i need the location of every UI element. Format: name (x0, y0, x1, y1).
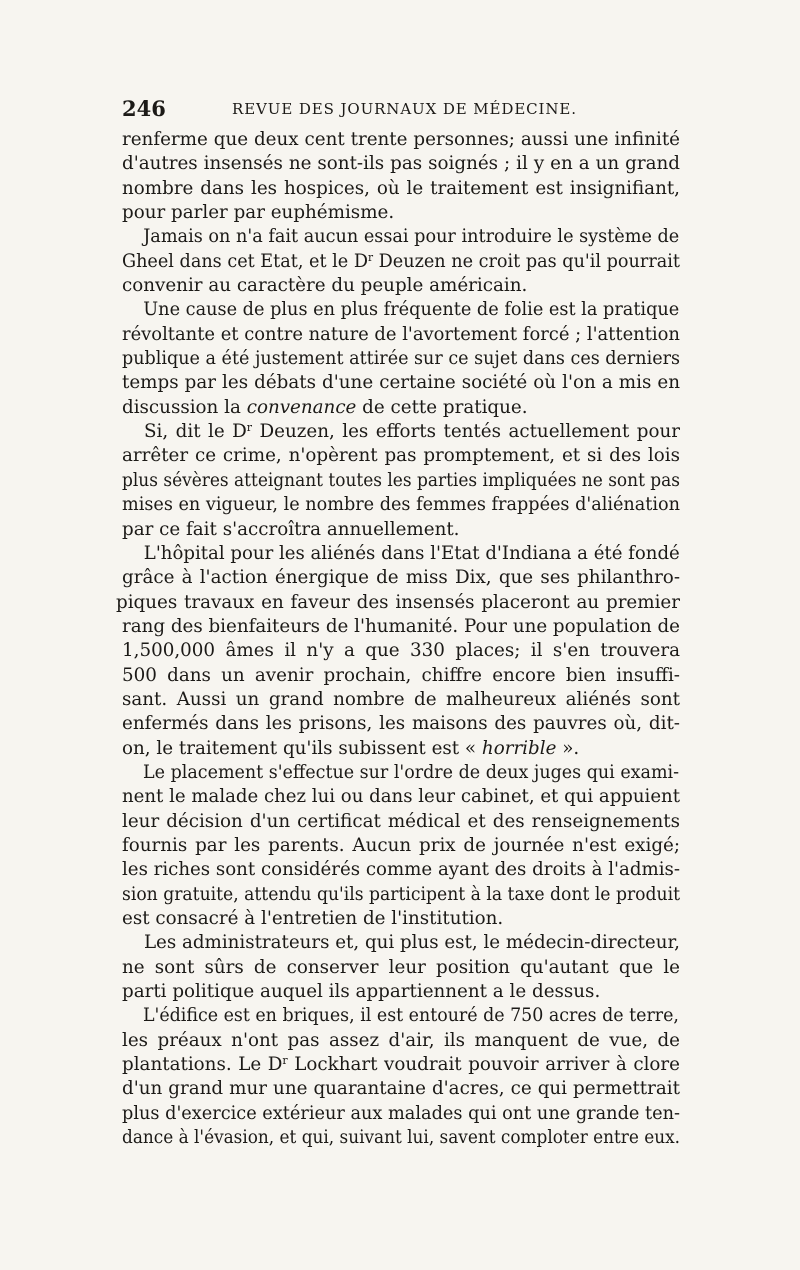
text-line (122, 250, 680, 274)
text-line: 1,500,000 âmes il n'y a que 330 places; il s'en trouvera (122, 640, 680, 662)
text-line: 500 dans un avenir prochain, chiffre encore bien insuffi- (122, 664, 680, 686)
text-line: Jamais on n'a fait aucun essai pour introduire le système de (143, 226, 680, 248)
text-line (122, 737, 680, 761)
text-line: L'édifice est en briques, il est entouré de 750 acres de terre, (142, 1005, 679, 1027)
text-line: plus sévères atteignant toutes les parties impliquées ne sont pas (122, 469, 681, 491)
running-title: REVUE DES JOURNAUX DE MÉDECINE. (232, 100, 577, 118)
text-fragment: Gheel dans cet Etat, et le D (122, 250, 368, 272)
text-line: convenir au caractère du peuple américain. (122, 275, 528, 297)
superscript: r (367, 250, 374, 264)
text-line: Le placement s'effectue sur l'ordre de deux juges qui exami- (143, 761, 680, 783)
italic-term: horrible (481, 737, 557, 759)
page-number: 246 (122, 96, 166, 121)
text-line: parti politique auquel ils appartiennent a le dessus. (122, 981, 601, 1003)
text-line: temps par les débats d'une certaine société où l'on a mis en (122, 372, 680, 394)
text-line: pour parler par euphémisme. (122, 202, 395, 224)
text-line: ne sont sûrs de conserver leur position qu'autant que le (122, 956, 680, 978)
text-line: grâce à l'action énergique de miss Dix, que ses philanthro- (122, 567, 680, 589)
text-line: par ce fait s'accroîtra annuellement. (122, 518, 460, 540)
text-line (122, 396, 680, 420)
text-line: publique a été justement attirée sur ce sujet dans ces derniers (122, 348, 681, 370)
text-fragment: Deuzen, les efforts tentés actuellement pour (252, 421, 680, 443)
text-line: L'hôpital pour les aliénés dans l'Etat d'Indiana a été fondé (143, 542, 680, 564)
text-line: enfermés dans les prisons, les maisons des pauvres où, dit- (122, 713, 680, 735)
text-line: rang des bienfaiteurs de l'humanité. Pour une population de (122, 615, 680, 637)
text-line: révoltante et contre nature de l'avortement forcé ; l'attention (122, 323, 680, 345)
text-fragment: discussion la (122, 396, 247, 418)
text-line: Les administrateurs et, qui plus est, le médecin-directeur, (143, 932, 680, 954)
text-fragment: on, le traitement qu'ils subissent est « (122, 737, 482, 759)
text-line: sion gratuite, attendu qu'ils participent à la taxe dont le produit (122, 883, 680, 905)
text-line: les préaux n'ont pas assez d'air, ils manquent de vue, de (122, 1029, 680, 1051)
text-line: nombre dans les hospices, où le traitement est insignifiant, (122, 177, 680, 199)
page-header (122, 96, 680, 126)
text-line: mises en vigueur, le nombre des femmes frappées d'aliénation (122, 494, 680, 516)
text-line: leur décision d'un certificat médical et des renseignements (122, 810, 680, 832)
text-line: arrêter ce crime, n'opèrent pas promptement, et si des lois (122, 445, 680, 467)
text-line: d'un grand mur une quarantaine d'acres, ce qui permettrait (122, 1078, 680, 1100)
text-line: sant. Aussi un grand nombre de malheureux aliénés sont (122, 688, 680, 710)
text-line (122, 420, 680, 444)
text-line: renferme que deux cent trente personnes; aussi une infinité (122, 129, 680, 150)
text-line: nent le malade chez lui ou dans leur cabinet, et qui appuient (122, 786, 681, 808)
body-text (116, 128, 681, 1150)
text-line: les riches sont considérés comme ayant des droits à l'admis- (122, 859, 681, 881)
text-line (122, 1053, 680, 1077)
text-line: plus d'exercice extérieur aux malades qui ont une grande ten- (122, 1102, 681, 1124)
text-line: est consacré à l'entretien de l'institution. (122, 908, 504, 929)
text-fragment: de cette pratique. (356, 396, 528, 418)
text-fragment: Si, dit le D (144, 421, 247, 443)
superscript: r (282, 1054, 288, 1068)
text-fragment: Lockhart voudrait pouvoir arriver à clore (287, 1054, 680, 1076)
superscript: r (246, 421, 253, 435)
text-line: dance à l'évasion, et qui, suivant lui, savent comploter entre eux. (122, 1127, 681, 1149)
text-fragment: ». (556, 737, 580, 759)
text-fragment: plantations. Le D (122, 1054, 283, 1076)
text-fragment: Deuzen ne croit pas qu'il pourrait (373, 250, 680, 272)
text-line: piques travaux en faveur des insensés placeront au premier (116, 591, 680, 613)
text-line: fournis par les parents. Aucun prix de journée n'est exigé; (122, 834, 680, 856)
text-line: Une cause de plus en plus fréquente de folie est la pratique (143, 299, 680, 321)
italic-term: convenance (246, 396, 357, 418)
text-line: d'autres insensés ne sont-ils pas soignés ; il y en a un grand (122, 153, 680, 175)
